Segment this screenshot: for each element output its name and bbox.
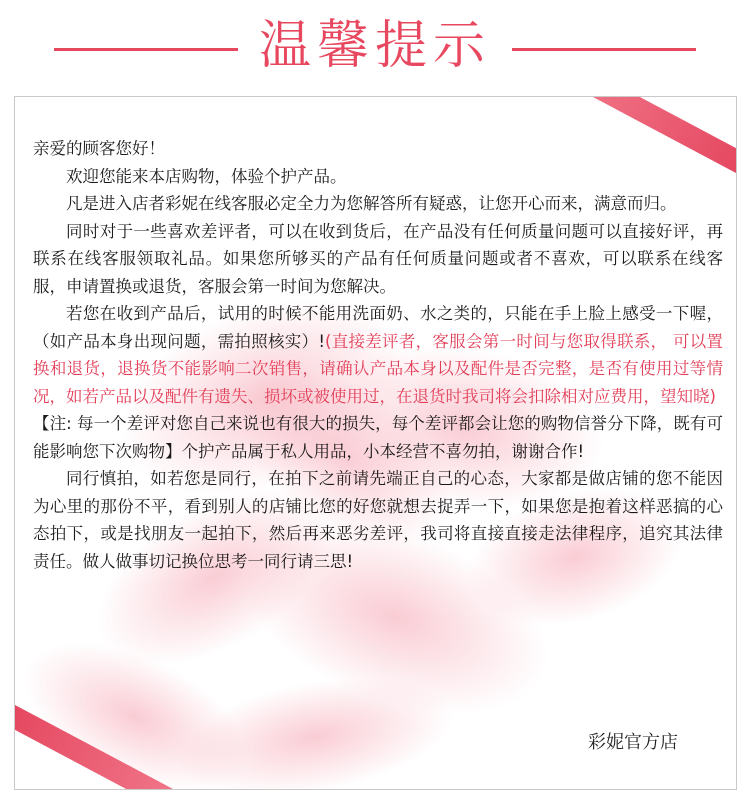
page-title: 温馨提示 bbox=[258, 16, 491, 76]
trial-paragraph bbox=[33, 300, 723, 410]
review-policy-paragraph: 同时对于一些喜欢差评者，可以在收到货后，在产品没有任何质量问题可以直接好评，再联系在线客服领取礼品。如果您所够买的产品有任何质量问题或者不喜欢，可以联系在线客服，申请置换或退货，客服会第一时间为您解决。 bbox=[33, 221, 723, 296]
note-paragraph: 【注: 每一个差评对您自己来说也有很大的损失，每个差评都会让您的购物信誉分下降，既有可能影响您下次购物】个护产品属于私人用品，小本经营不喜勿拍，谢谢合作! bbox=[33, 414, 723, 461]
notice-text bbox=[33, 135, 723, 575]
trial-highlight-text: (直接差评者，客服会第一时间与您取得联系， 可以置换和退货，退换货不能影响二次销售，请确认产品本身以及配件是否完整，是否有使用过等情况，如若产品以及配件有遗失、损坏或被使用过，在退货时我司将会扣除相对应费用，望知晓) bbox=[33, 331, 723, 406]
welcome-paragraph: 欢迎您能来本店购物，体验个护产品。 bbox=[66, 166, 347, 186]
store-signature: 彩妮官方店 bbox=[588, 732, 678, 753]
header bbox=[0, 0, 750, 96]
greeting: 亲爱的顾客您好！ bbox=[33, 139, 165, 158]
service-paragraph: 凡是进入店者彩妮在线客服必定全力为您解答所有疑惑，让您开心而来，满意而归。 bbox=[66, 194, 677, 213]
trial-text: 若您在收到产品后，试用的时候不能用洗面奶、水之类的，只能在手上脸上感受一下喔，（如产品本身出现问题，需拍照核实）! bbox=[33, 304, 723, 351]
title-divider-right bbox=[512, 48, 696, 51]
peer-warning-paragraph: 同行慎拍，如若您是同行，在拍下之前请先端正自己的心态，大家都是做店铺的您不能因为心里的那份不平，看到别人的店铺比您的好您就想去捉弄一下，如果您是抱着这样恶搞的心态拍下，或是找朋友一起拍下，然后再来恶劣差评，我司将直接直接走法律程序，追究其法律责任。做人做事切记换位思考一同行请三思! bbox=[33, 469, 723, 571]
notice-card bbox=[14, 96, 737, 790]
